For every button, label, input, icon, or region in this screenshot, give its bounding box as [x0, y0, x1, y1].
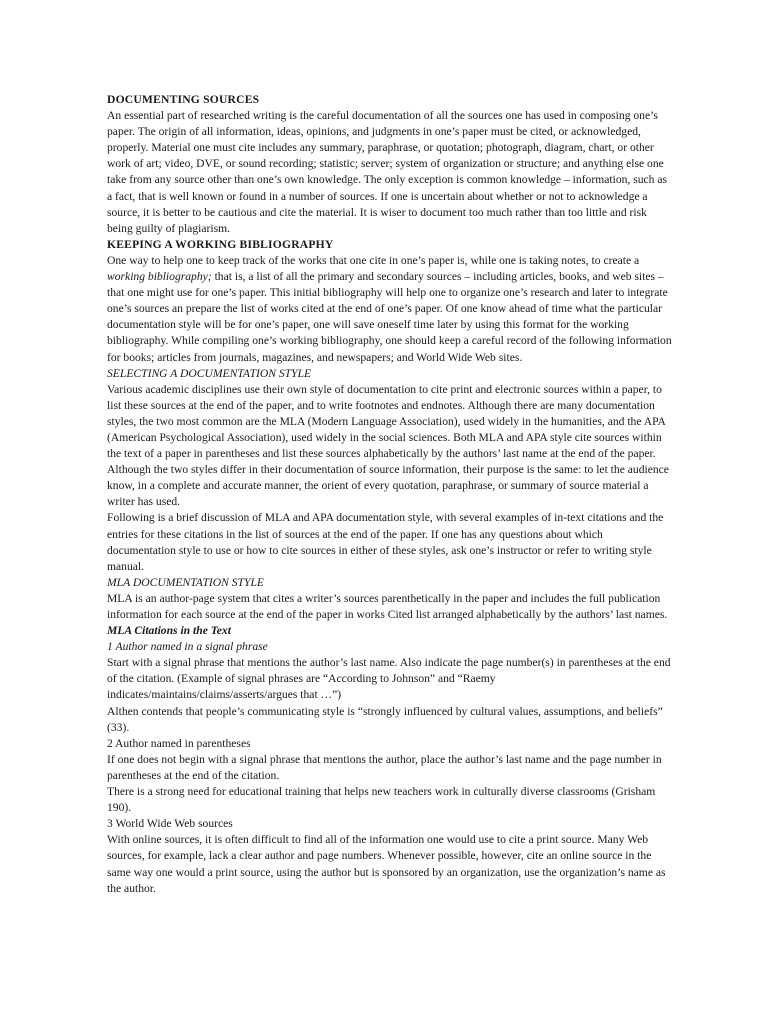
heading-documenting-sources: DOCUMENTING SOURCES: [107, 93, 260, 106]
paragraph-parentheses-instructions: If one does not begin with a signal phrase that mentions the author, place the author’s last name and the page number in parentheses at the end of the citation.: [107, 752, 662, 782]
subheading-web-sources: 3 World Wide Web sources: [107, 817, 233, 831]
paragraph-signal-phrase-example: Althen contends that people’s communicating style is “strongly influenced by cultural values, assumptions, and beliefs” (33).: [107, 704, 663, 734]
paragraph-keeping-working-bibliography: [107, 253, 673, 366]
subheading-author-parentheses: 2 Author named in parentheses: [107, 736, 251, 750]
paragraph-documenting-sources: An essential part of researched writing is the careful documentation of all the sources one has used in composing one’s paper. The origin of all information, ideas, opinions, and judgments in one’s paper must be cited, or acknowledged, properly. Material one must cite includes any summary, paraphrase, or quotation; photograph, diagram, chart, or other work of art; video, DVE, or sound recording; statistic; server; system of organization or structure; and anything else one take from any source other than one’s own knowledge. The only exception is common knowledge – information, such as a fact, that is well known or found in a number of sources. If one is uncertain about whether or not to acknowledge a source, it is better to be cautious and cite the material. It is wiser to document too much rather than too little and risk being guilty of plagiarism.: [107, 109, 668, 235]
paragraph-parentheses-example: There is a strong need for educational training that helps new teachers work in culturally diverse classrooms (Grisham 190).: [107, 785, 656, 815]
paragraph-following: Following is a brief discussion of MLA and APA documentation style, with several examples of in-text citations and the entries for these citations in the list of sources at the end of the paper. If one has any questions about which documentation style to use or how to cite sources in either of these styles, ask one’s instructor or refer to writing style manual.: [107, 511, 664, 573]
paragraph-selecting-documentation-style: Various academic disciplines use their own style of documentation to cite print and electronic sources within a paper, to list these sources at the end of the paper, and to write footnotes and endnotes. Although there are many documentation styles, the two most common are the MLA (Modern Language Association), used widely in the humanities, and the APA (American Psychological Association), used widely in the social sciences. Both MLA and APA style cite sources within the text of a paper in parentheses and list these sources alphabetically by the authors’ last name at the end of the paper. Although the two styles differ in their documentation of source information, their purpose is the same: to let the audience know, in a complete and accurate manner, the orient of every quotation, paraphrase, or summary of source material a writer has used.: [107, 382, 669, 509]
document-page: [107, 92, 673, 897]
heading-keeping-working-bibliography: KEEPING A WORKING BIBLIOGRAPHY: [107, 237, 334, 251]
paragraph-keeping-emphasis: working bibliography;: [107, 270, 212, 284]
subheading-author-signal-phrase: 1 Author named in a signal phrase: [107, 640, 268, 654]
paragraph-web-sources: With online sources, it is often difficult to find all of the information one would use to cite a print source. Many Web sources, for example, lack a clear author and page numbers. Whenever possible, however, cite an online source in the same way one would a print source, using the author but is sponsored by an organization, use the organization’s name as the author.: [107, 833, 666, 895]
paragraph-mla-documentation-style: MLA is an author-page system that cites a writer’s sources parenthetically in the paper and includes the full publication information for each source at the end of the paper in works Cited list arranged alphabetically by the authors’ last names.: [107, 591, 668, 621]
paragraph-signal-phrase-instructions: Start with a signal phrase that mentions the author’s last name. Also indicate the page number(s) in parentheses at the end of the citation. (Example of signal phrases are “According to Johnson” and “Raemy indicates/maintains/claims/asserts/argues that …”): [107, 656, 671, 702]
paragraph-keeping-text-a: One way to help one to keep track of the works that one cite in one’s paper is, while one is taking notes, to create a: [107, 253, 640, 267]
paragraph-keeping-text-b: that is, a list of all the primary and secondary sources – including articles, books, and web sites – that one might use for one’s paper. This initial bibliography will help one to organize one’s research and later to integrate one’s sources an prepare the list of works cited at the end of one’s paper. Of one know ahead of time what the particular documentation style will be for one’s paper, one will save oneself time later by using this format for the working bibliography. While compiling one’s working bibliography, one should keep a careful record of the following information for books; articles from journals, magazines, and newspapers; and World Wide Web sites.: [107, 270, 672, 364]
heading-mla-citations-in-text: MLA Citations in the Text: [107, 624, 231, 638]
heading-selecting-documentation-style: SELECTING A DOCUMENTATION STYLE: [107, 366, 312, 380]
heading-mla-documentation-style: MLA DOCUMENTATION STYLE: [107, 575, 264, 589]
